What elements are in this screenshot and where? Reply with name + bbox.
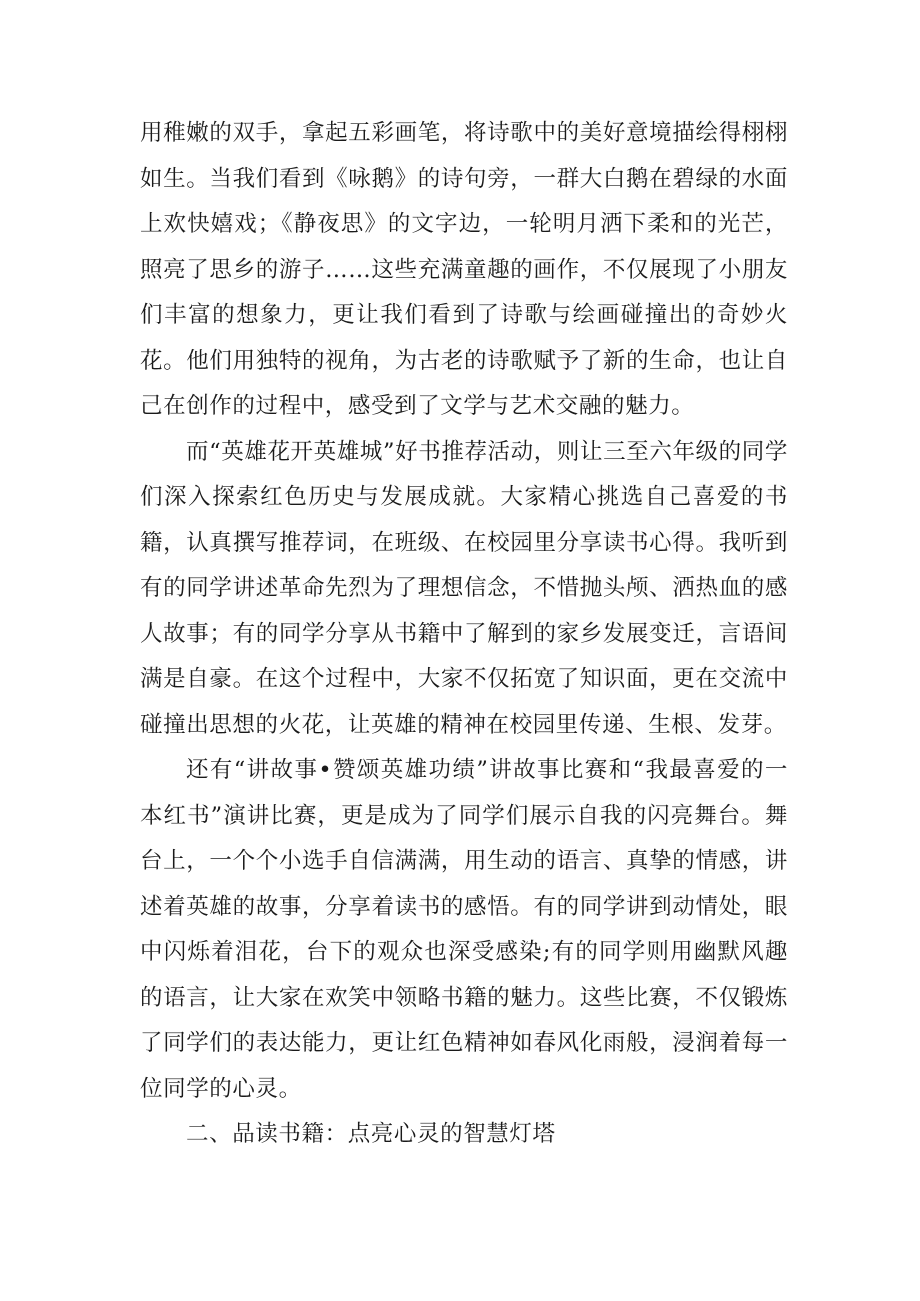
paragraph-book-recommendation: 而“英雄花开英雄城”好书推荐活动，则让三至六年级的同学们深入探索红色历史与发展成就。大家精心挑选自己喜爱的书籍，认真撰写推荐词，在班级、在校园里分享读书心得。我听到有的同学讲述革命先烈为了理想信念，不惜抛头颅、洒热血的感人故事；有的同学分享从书籍中了解到的家乡发展变迁，言语间满是自豪。在这个过程中，大家不仅拓宽了知识面，更在交流中碰撞出思想的火花，让英雄的精神在校园里传递、生根、发芽。 xyxy=(140,438,788,738)
paragraph-poetry-painting: 用稚嫩的双手，拿起五彩画笔，将诗歌中的美好意境描绘得栩栩如生。当我们看到《咏鹅》的诗句旁，一群大白鹅在碧绿的水面上欢快嬉戏；《静夜思》的文字边，一轮明月洒下柔和的光芒，照亮了思乡的游子……这些充满童趣的画作，不仅展现了小朋友们丰富的想象力，更让我们看到了诗歌与绘画碰撞出的奇妙火花。他们用独特的视角，为古老的诗歌赋予了新的生命，也让自己在创作的过程中，感受到了文学与艺术交融的魅力。 xyxy=(140,120,788,419)
document-body xyxy=(140,111,788,1158)
paragraph-storytelling-contest: 还有“讲故事•赞颂英雄功绩”讲故事比赛和“我最喜爱的一本红书”演讲比赛，更是成为了同学们展示自我的闪亮舞台。舞台上，一个个小选手自信满满，用生动的语言、真挚的情感，讲述着英雄的故事，分享着读书的感悟。有的同学讲到动情处，眼中闪烁着泪花，台下的观众也深受感染;有的同学则用幽默风趣的语言，让大家在欢笑中领略书籍的魅力。这些比赛，不仅锻炼了同学们的表达能力，更让红色精神如春风化雨般，浸润着每一位同学的心灵。 xyxy=(140,757,788,1102)
section-heading: 二、品读书籍：点亮心灵的智慧灯塔 xyxy=(186,1121,556,1147)
